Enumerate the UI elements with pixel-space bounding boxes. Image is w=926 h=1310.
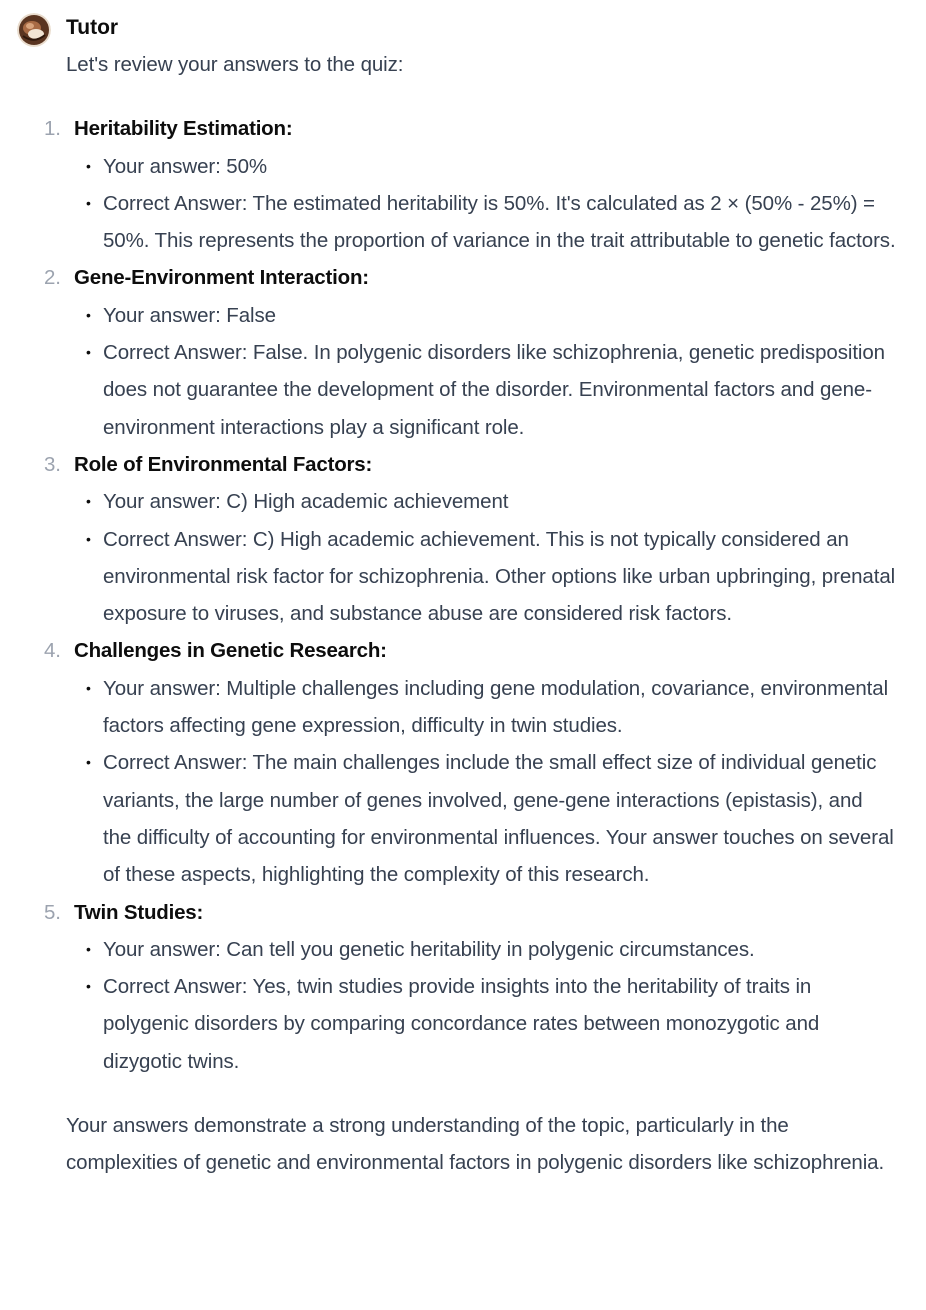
your-answer-text: Your answer: 50%	[103, 154, 268, 178]
message-author: Tutor	[66, 16, 119, 39]
bullet-icon: •	[86, 679, 91, 696]
question-title: Heritability Estimation:	[74, 117, 293, 141]
item-number: 3.	[44, 452, 61, 476]
intro-text: Let's review your answers to the quiz:	[66, 53, 404, 76]
message-content	[44, 46, 896, 1182]
item-number: 5.	[44, 900, 61, 924]
correct-answer-text: Correct Answer: The main challenges include the small effect size of individual genetic variants, the large number of genes involved, gene-gene interactions (epistasis), and the difficulty of accounting for environmental influences. Your answer touches on several of these aspects, highlighting the complexity of this research.	[103, 751, 894, 887]
bullet-icon: •	[86, 306, 91, 323]
quiz-review-list	[44, 110, 896, 1080]
question-title: Twin Studies:	[74, 900, 204, 924]
item-number: 4.	[44, 639, 61, 663]
quiz-item	[44, 632, 896, 893]
answer-list	[74, 148, 896, 260]
bullet-icon: •	[86, 493, 91, 510]
correct-answer-text: Correct Answer: The estimated heritability is 50%. It's calculated as 2 × (50% - 25%) = 50%. This represents the proportion of variance in the trait attributable to genetic factors.	[103, 191, 896, 253]
quiz-item	[44, 446, 896, 632]
your-answer	[86, 670, 896, 745]
correct-answer	[86, 185, 896, 260]
your-answer	[86, 931, 896, 968]
correct-answer	[86, 334, 896, 446]
quiz-item	[44, 259, 896, 445]
correct-answer	[86, 968, 896, 1080]
item-number: 2.	[44, 266, 61, 290]
item-number: 1.	[44, 117, 61, 141]
quiz-item	[44, 110, 896, 259]
correct-answer	[86, 521, 896, 633]
your-answer-text: Your answer: False	[103, 303, 276, 327]
quiz-item	[44, 894, 896, 1080]
bullet-icon: •	[86, 194, 91, 211]
answer-list	[74, 483, 896, 632]
correct-answer	[86, 744, 896, 893]
your-answer-text: Your answer: Can tell you genetic heritability in polygenic circumstances.	[103, 937, 755, 961]
tutor-avatar-icon	[17, 13, 51, 47]
question-title: Challenges in Genetic Research:	[74, 639, 387, 663]
correct-answer-text: Correct Answer: C) High academic achievement. This is not typically considered an environmental risk factor for schizophrenia. Other options like urban upbringing, prenatal exposure to viruses, and substance abuse are considered risk factors.	[103, 527, 896, 626]
your-answer	[86, 148, 896, 185]
bullet-icon: •	[86, 157, 91, 174]
question-title: Gene-Environment Interaction:	[74, 266, 369, 290]
your-answer-text: Your answer: Multiple challenges including gene modulation, covariance, environmental factors affecting gene expression, difficulty in twin studies.	[103, 676, 889, 738]
your-answer-text: Your answer: C) High academic achievement	[103, 490, 509, 514]
correct-answer-text: Correct Answer: Yes, twin studies provide insights into the heritability of traits in polygenic disorders by comparing concordance rates between monozygotic and dizygotic twins.	[103, 975, 820, 1073]
bullet-icon: •	[86, 344, 91, 361]
bullet-icon: •	[86, 940, 91, 957]
summary-text: Your answers demonstrate a strong understanding of the topic, particularly in the complexities of genetic and environmental factors in polygenic disorders like schizophrenia.	[66, 1114, 885, 1175]
answer-list	[74, 297, 896, 446]
question-title: Role of Environmental Factors:	[74, 452, 373, 476]
bullet-icon: •	[86, 754, 91, 771]
answer-list	[74, 931, 896, 1080]
bullet-icon: •	[86, 978, 91, 995]
correct-answer-text: Correct Answer: False. In polygenic disorders like schizophrenia, genetic predisposition does not guarantee the development of the disorder. Environmental factors and gene-environment interactions play a significant role.	[103, 341, 885, 439]
answer-list	[74, 670, 896, 894]
your-answer	[86, 483, 896, 520]
bullet-icon: •	[86, 530, 91, 547]
your-answer	[86, 297, 896, 334]
